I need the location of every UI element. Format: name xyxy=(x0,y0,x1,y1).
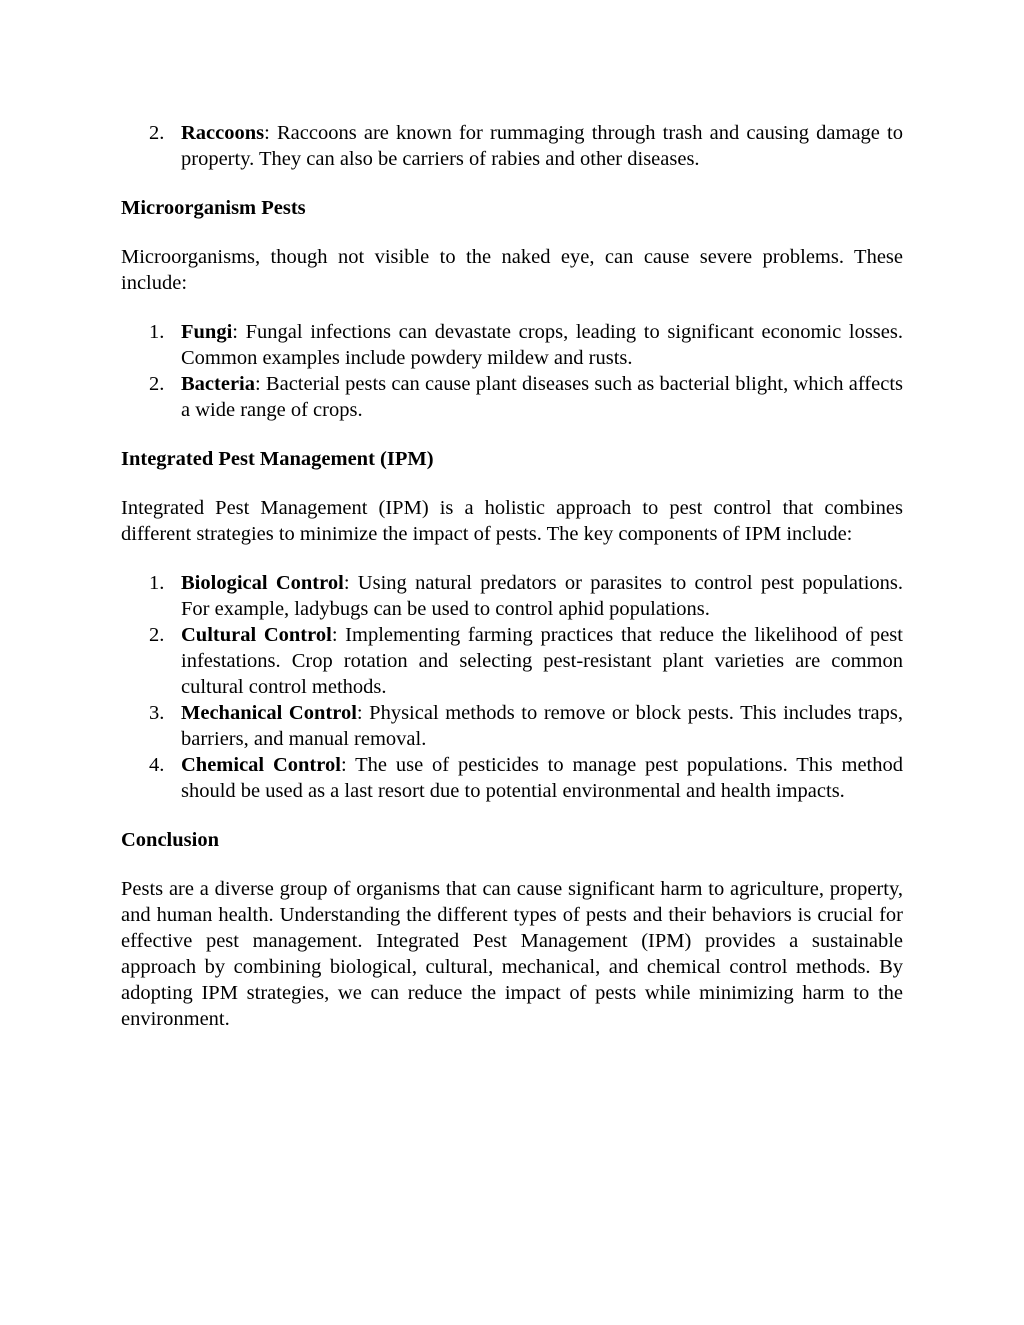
section-intro-microorganism: Microorganisms, though not visible to the naked eye, can cause severe problems. These include: xyxy=(121,246,903,294)
ipm-list xyxy=(121,570,903,804)
list-item-term: Mechanical Control xyxy=(181,702,357,724)
list-item xyxy=(121,700,903,752)
list-item-term: Biological Control xyxy=(181,572,344,594)
list-item xyxy=(121,319,903,371)
list-item-number: 1. xyxy=(149,572,165,594)
list-item-text: : Physical methods to remove or block pests. This includes traps, barriers, and manual removal. xyxy=(181,702,903,750)
list-item xyxy=(121,752,903,804)
list-item-text: : Bacterial pests can cause plant diseases such as bacterial blight, which affects a wide range of crops. xyxy=(181,373,903,421)
list-item xyxy=(121,120,903,172)
list-item-text: : Raccoons are known for rummaging through trash and causing damage to property. They can also be carriers of rabies and other diseases. xyxy=(181,122,903,170)
list-item-term: Cultural Control xyxy=(181,624,332,646)
document-body xyxy=(121,120,903,1032)
pest-list-continued xyxy=(121,120,903,172)
list-item-number: 2. xyxy=(149,373,165,395)
list-item-number: 2. xyxy=(149,122,165,144)
list-item xyxy=(121,570,903,622)
list-item-number: 1. xyxy=(149,321,165,343)
section-heading-ipm: Integrated Pest Management (IPM) xyxy=(121,448,434,470)
list-item-text: : Using natural predators or parasites to control pest populations. For example, ladybugs can be used to control aphid populations. xyxy=(181,572,903,620)
list-item-term: Bacteria xyxy=(181,373,255,395)
section-heading-conclusion: Conclusion xyxy=(121,829,219,851)
list-item-text: : Implementing farming practices that reduce the likelihood of pest infestations. Crop rotation and selecting pest-resistant plant varieties are common cultural control methods. xyxy=(181,624,903,698)
list-item-number: 2. xyxy=(149,624,165,646)
list-item-text: : Fungal infections can devastate crops, leading to significant economic losses. Common examples include powdery mildew and rusts. xyxy=(181,321,903,369)
list-item-term: Raccoons xyxy=(181,122,265,144)
section-heading-microorganism: Microorganism Pests xyxy=(121,197,306,219)
list-item xyxy=(121,622,903,700)
list-item-number: 4. xyxy=(149,754,165,776)
microorganism-list xyxy=(121,319,903,423)
section-intro-ipm: Integrated Pest Management (IPM) is a holistic approach to pest control that combines different strategies to minimize the impact of pests. The key components of IPM include: xyxy=(121,497,903,545)
section-body-conclusion: Pests are a diverse group of organisms that can cause significant harm to agriculture, property, and human health. Understanding the different types of pests and their behaviors is crucial for effective pest management. Integrated Pest Management (IPM) provides a sustainable approach by combining biological, cultural, mechanical, and chemical control methods. By adopting IPM strategies, we can reduce the impact of pests while minimizing harm to the environment. xyxy=(121,878,903,1030)
list-item-number: 3. xyxy=(149,702,165,724)
list-item xyxy=(121,371,903,423)
list-item-text: : The use of pesticides to manage pest populations. This method should be used as a last resort due to potential environmental and health impacts. xyxy=(181,754,903,802)
list-item-term: Fungi xyxy=(181,321,233,343)
list-item-term: Chemical Control xyxy=(181,754,341,776)
